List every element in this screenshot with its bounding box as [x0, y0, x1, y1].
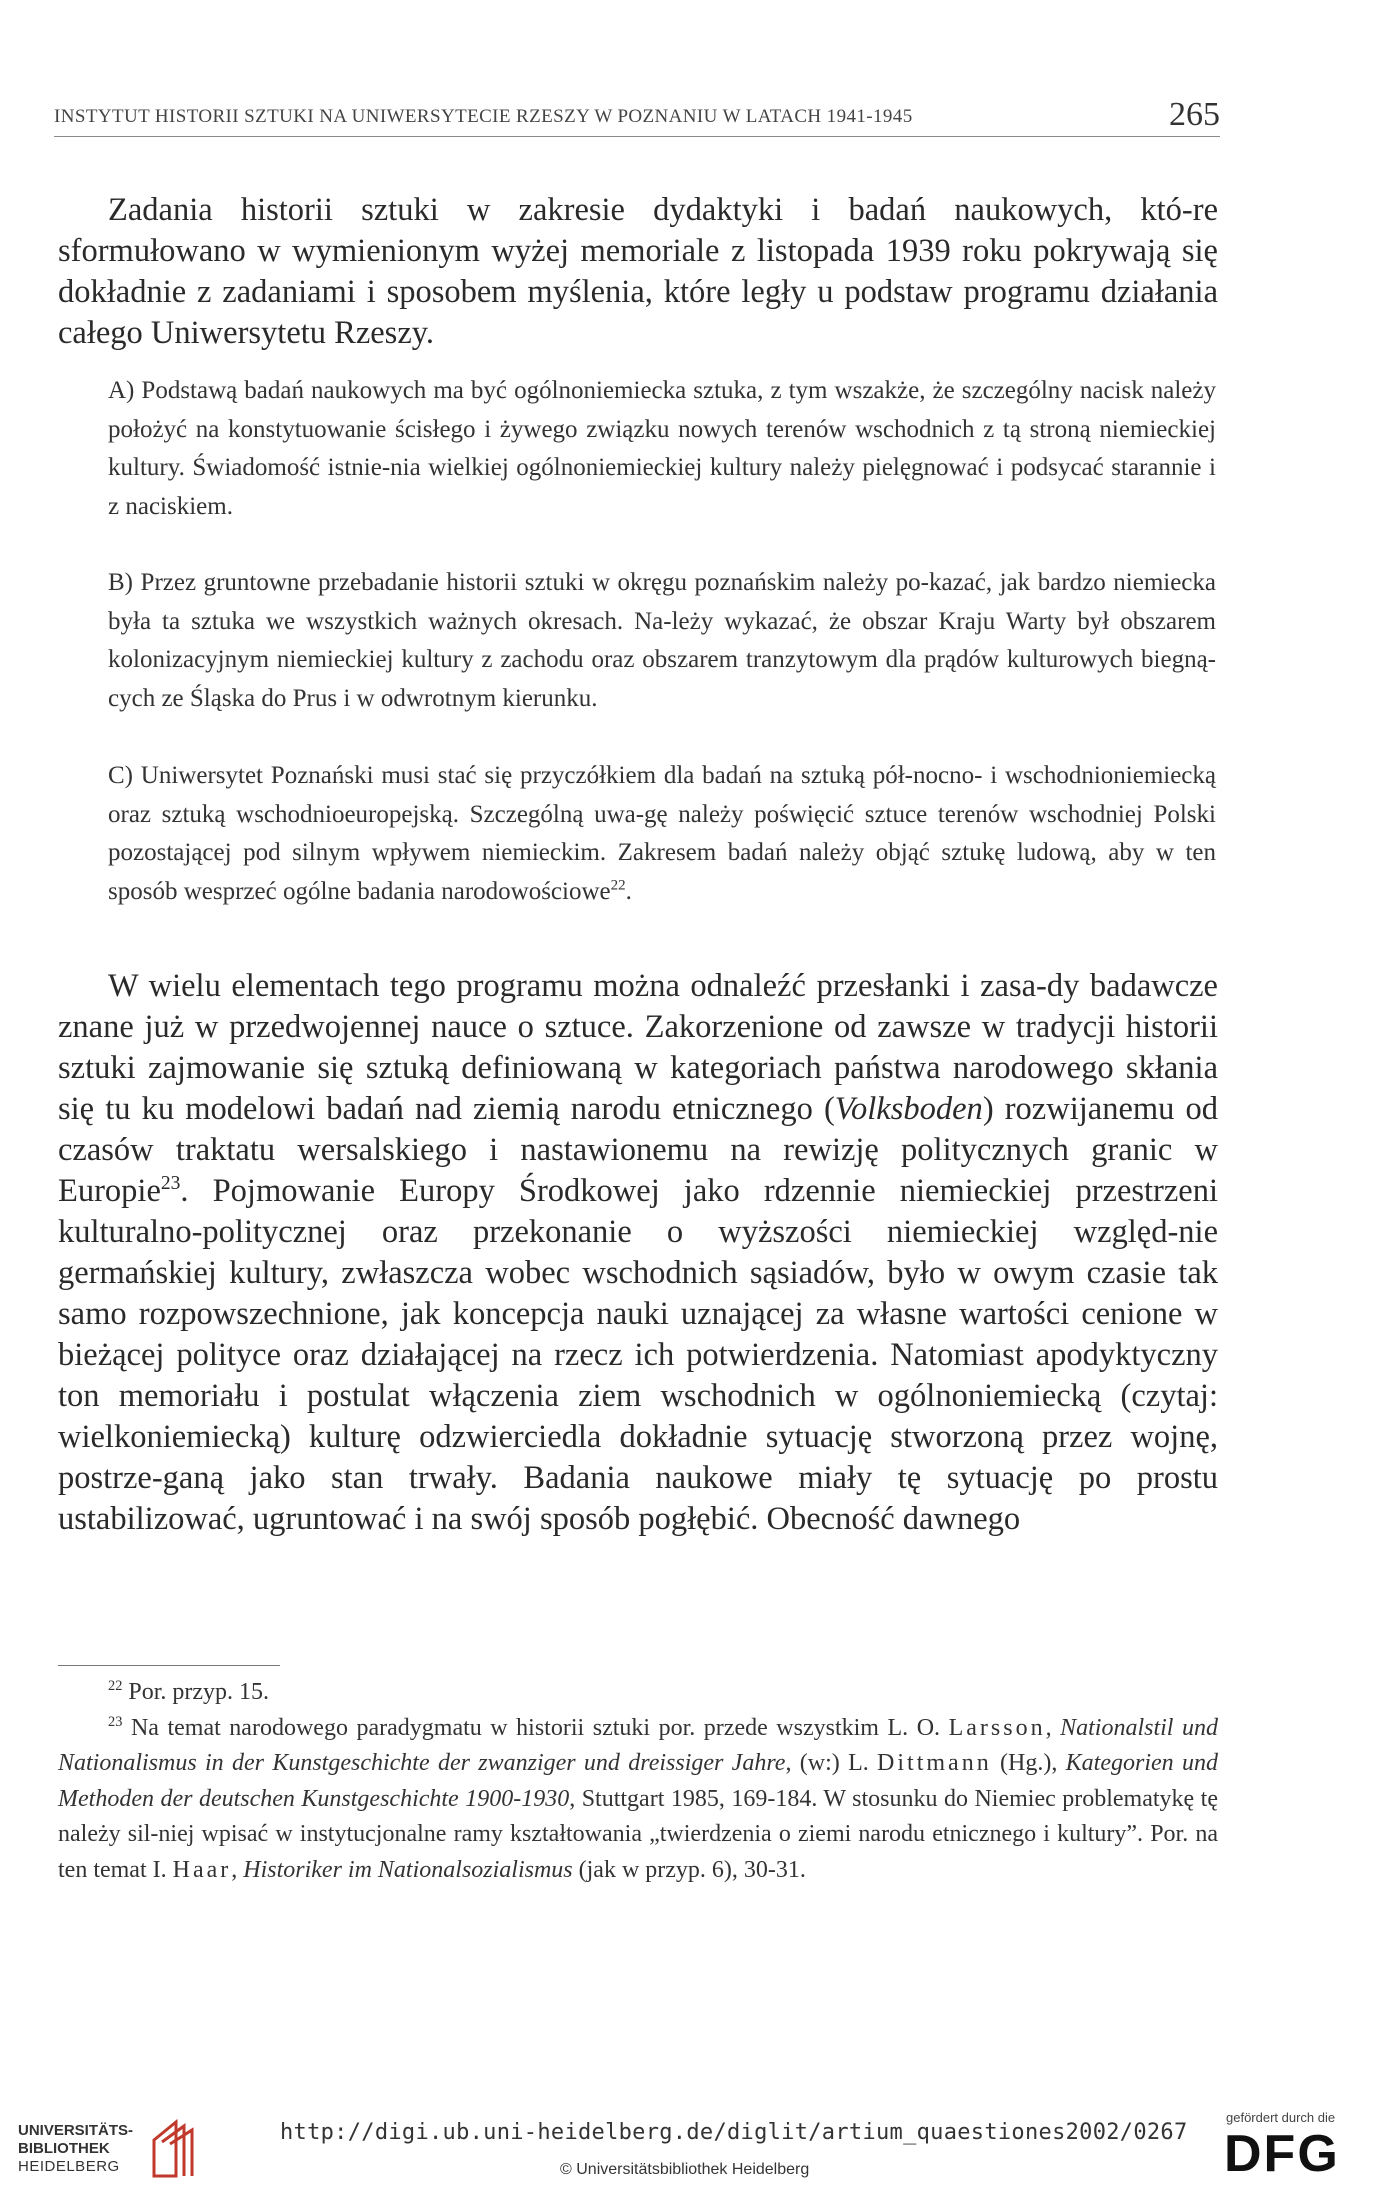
title-kategorien: Kategorien und Methoden der deutschen Kunstgeschichte 1900-1930 [58, 1750, 1218, 1812]
footnote-23-part-a: Na temat narodowego paradygmatu w historii sztuki por. przede wszystkim L. O. [130, 1714, 949, 1741]
ub-logo-text [18, 2122, 133, 2176]
dfg-wordmark: DFG [1224, 2125, 1340, 2183]
footnote-ref-22[interactable]: 22 [610, 877, 626, 894]
dfg-logo[interactable] [1220, 2108, 1370, 2188]
footnote-23-part-e: , Stuttgart 1985, 169-184. W stosunku do Niemiec problematykę tę należy sil-niej wpisać w instytucjonalne ramy kształtowania „twierdzenia o ziemi narodu etnicznego i kultury”. Por. na ten temat I. [58, 1785, 1219, 1883]
title-nationalstil: Nationalstil und Nationalismus in der Kunstgeschichte der zwanziger und dreissiger Jahre [58, 1714, 1219, 1776]
footnote-22-number: 22 [108, 1678, 123, 1694]
ub-line-2: BIBLIOTHEK [18, 2140, 110, 2157]
dfg-caption: gefördert durch die [1226, 2110, 1336, 2125]
footnote-ref-23[interactable]: 23 [160, 1173, 181, 1195]
author-dittmann: Dittmann [877, 1750, 992, 1776]
footnote-23 [58, 1711, 1218, 1889]
author-larsson: Larsson [948, 1714, 1046, 1741]
source-url-link[interactable]: http://digi.ub.uni-heidelberg.de/diglit/artium_quaestiones2002/0267 [280, 2120, 1188, 2145]
main-paragraph-part-2: ) rozwijanemu od czasów traktatu wersalskiego i nastawionemu na rewizję politycznych granic w Europie [58, 1091, 1218, 1209]
main-paragraph-part-1: W wielu elementach tego programu można odnaleźć przesłanki i zasa-dy badawcze znane już w przedwojennej nauce o sztuce. Zakorzenione od zawsze w tradycji historii sztuki zajmowanie się sztuką definiowaną w kategoriach państwa narodowego skłania się tu ku modelowi badań nad ziemią narodu etnicznego ( [58, 968, 1218, 1127]
footnote-23-part-b: , [1045, 1714, 1061, 1741]
footnote-23-part-c: , (w:) L. [785, 1750, 878, 1776]
quote-a-text: A) Podstawą badań naukowych ma być ogólnoniemiecka sztuka, z tym wszakże, że szczególny nacisk należy położyć na konstytuowanie ścisłego i żywego związku nowych terenów wschodnich z tą stroną niemieckiej kultury. Świadomość istnie-nia wielkiej ogólnoniemieckiej kultury należy pielęgnować i podsycać starannie i z naciskiem. [108, 377, 1216, 520]
quote-b-text: B) Przez gruntowne przebadanie historii sztuki w okręgu poznańskim należy po-kazać, jak bardzo niemiecka była ta sztuka we wszystkich ważnych okresach. Na-leży wykazać, że obszar Kraju Warty był obszarem kolonizacyjnym niemieckiej kultury z zachodu oraz obszarem tranzytowym dla prądów kulturowych biegną-cych ze Śląska do Prus i w odwrotnym kierunku. [108, 569, 1216, 712]
quote-c-text: C) Uniwersytet Poznański musi stać się przyczółkiem dla badań na sztuką pół-nocno- i wschodnioniemiecką oraz sztuką wschodnioeuropejską. Szczególną uwa-gę należy poświęcić sztuce terenów wschodniej Polski pozostającej pod silnym wpływem niemieckim. Zakresem badań należy objąć sztukę ludową, aby w ten sposób wesprzeć ogólne badania narodowościowe [108, 762, 1216, 905]
footnote-23-part-g: (jak w przyp. 6), 30-31. [572, 1856, 806, 1883]
ub-line-3: HEIDELBERG [18, 2158, 120, 2175]
main-paragraph-part-3: . Pojmowanie Europy Środkowej jako rdzennie niemieckiej przestrzeni kulturalno-politycznej oraz przekonanie o wyższości niemieckiej względ-nie germańskiej kultury, zwłaszcza wobec wschodnich sąsiadów, było w owym czasie tak samo rozpowszechnione, jak koncepcja nauki uznającej za własne wartości cenione w bieżącej polityce oraz działającej na rzecz ich potwierdzenia. Natomiast apodyktyczny ton memoriału i postulat włączenia ziem wschodnich w ogólnoniemiecką (czytaj: wielkoniemiecką) kulturę odzwierciedla dokładnie sytuację stworzoną przez wojnę, postrze-ganą jako stan trwały. Badania naukowe miały tę sytuację po prostu ustabilizować, ugruntować i na swój sposób pogłębić. Obecność dawnego [58, 1173, 1218, 1537]
ub-heidelberg-logo[interactable] [18, 2114, 228, 2184]
footnote-divider [58, 1665, 280, 1666]
page-number: 265 [1169, 96, 1220, 133]
copyright-notice: © Universitätsbibliothek Heidelberg [560, 2161, 810, 2178]
main-paragraph-block [58, 966, 1218, 1540]
term-volksboden: Volksboden [834, 1091, 983, 1127]
page-header [54, 96, 1220, 137]
footnotes-section [58, 1675, 1218, 1888]
digitization-footer [0, 2098, 1382, 2197]
quote-point-c [108, 757, 1216, 911]
footnote-22-text: Por. przyp. 15. [128, 1679, 270, 1705]
running-title: INSTYTUT HISTORII SZTUKI NA UNIWERSYTECIE RZESZY W POZNANIU W LATACH 1941-1945 [54, 106, 913, 127]
title-historiker: Historiker im Nationalsozialismus [243, 1856, 573, 1883]
main-paragraph [58, 966, 1218, 1540]
footnote-22 [58, 1675, 1218, 1711]
ub-line-1: UNIVERSITÄTS- [18, 2122, 134, 2139]
footnote-23-part-d: (Hg.), [991, 1750, 1066, 1776]
intro-paragraph: Zadania historii sztuki w zakresie dydaktyki i badań naukowych, któ-re sformułowano w wymienionym wyżej memoriale z listopada 1939 roku pokrywają się dokładnie z zadaniami i sposobem myślenia, które legły u podstaw programu działania całego Uniwersytetu Rzeszy. [58, 192, 1218, 351]
quote-point-b [108, 564, 1216, 718]
footnote-23-number: 23 [108, 1713, 123, 1730]
author-haar: Haar [172, 1856, 232, 1883]
ub-emblem-icon [146, 2118, 206, 2180]
intro-paragraph-block [58, 190, 1218, 354]
quote-point-a [108, 372, 1216, 526]
footnote-23-part-f: , [231, 1856, 244, 1883]
quote-c-end: . [625, 877, 632, 905]
